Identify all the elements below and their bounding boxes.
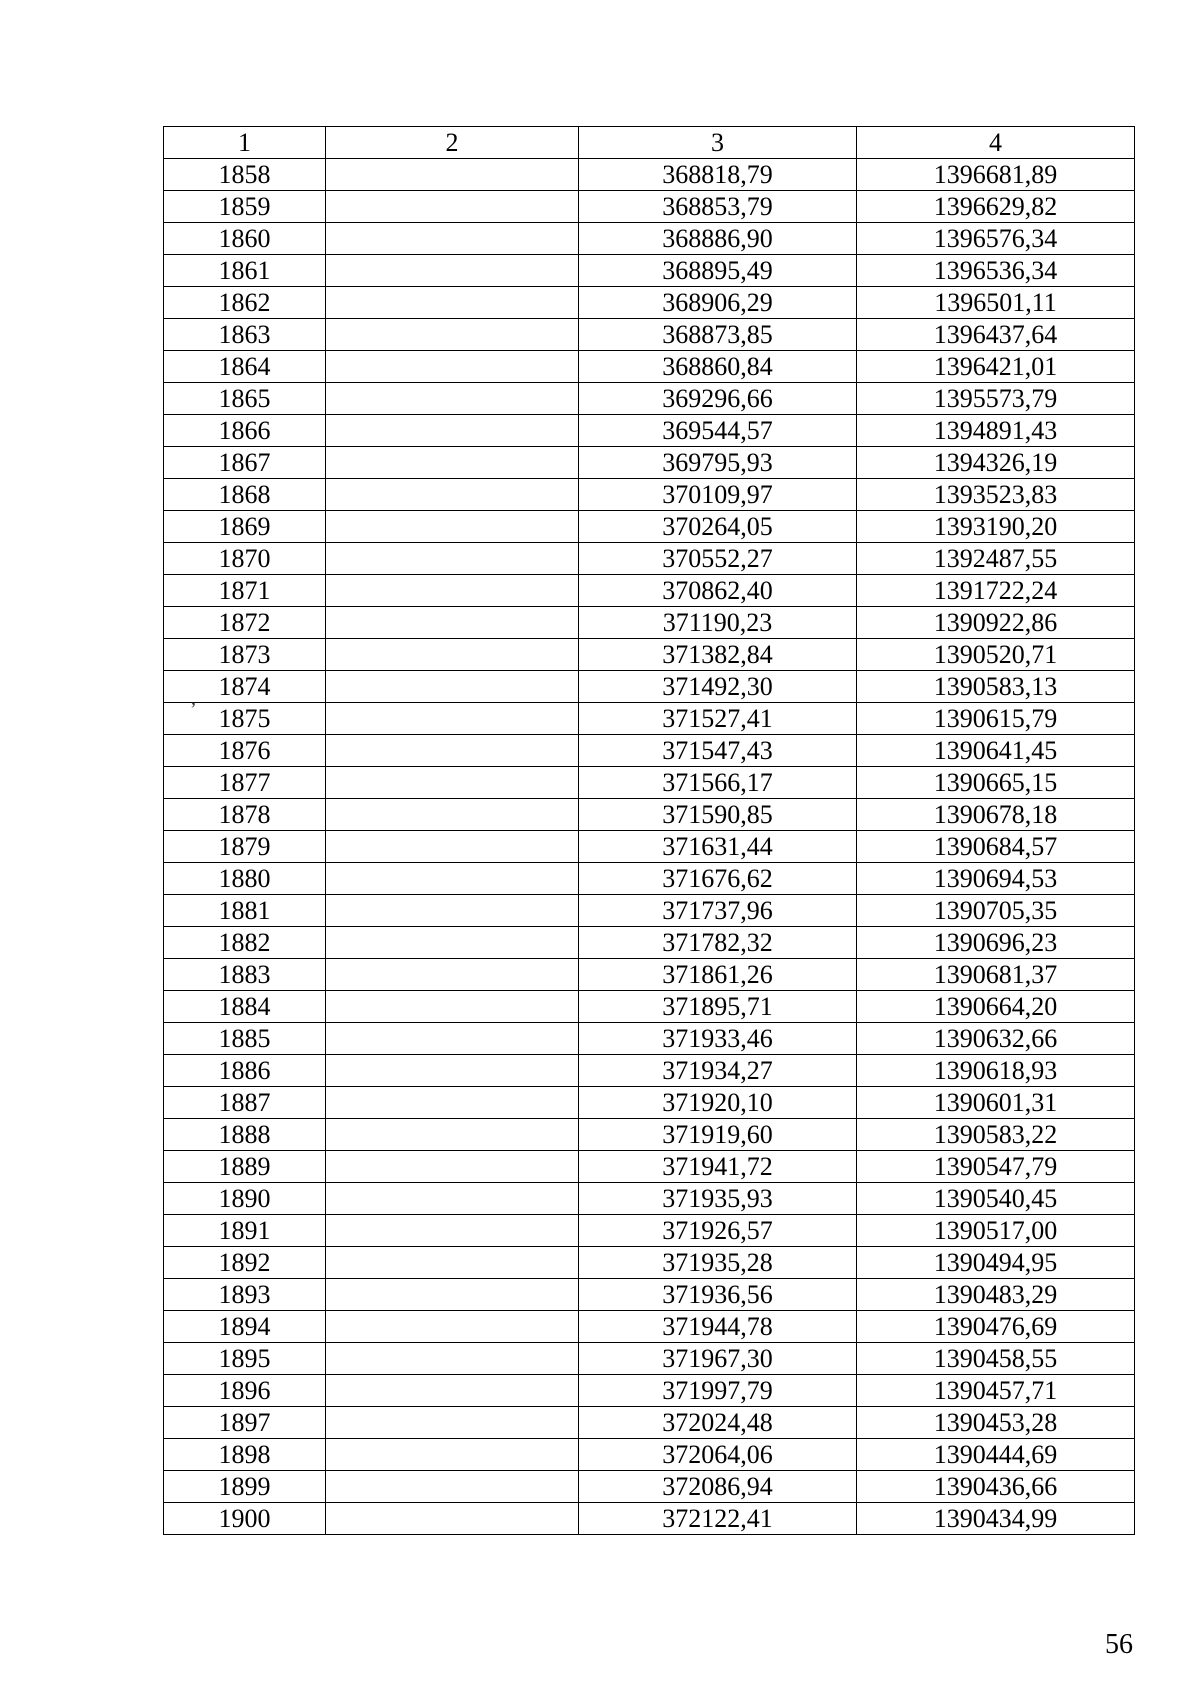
header-cell-col3: 3: [579, 127, 857, 159]
table-cell-col4: 1390547,79: [857, 1151, 1135, 1183]
page-number: 56: [1105, 1629, 1133, 1660]
table-cell-col1: 1891: [164, 1215, 326, 1247]
table-cell-col1: 1878: [164, 799, 326, 831]
table-row: [164, 287, 1135, 319]
table-row: [164, 223, 1135, 255]
table-cell-col3: 371919,60: [579, 1119, 857, 1151]
coordinates-table: [163, 126, 1135, 1535]
table-cell-col1: 1875: [164, 703, 326, 735]
table-cell-col2: [326, 831, 579, 863]
table-cell-col3: 370552,27: [579, 543, 857, 575]
stray-pen-mark: ʼ: [190, 699, 197, 721]
table-cell-col2: [326, 191, 579, 223]
table-cell-col1: 1900: [164, 1503, 326, 1535]
table-cell-col1: 1892: [164, 1247, 326, 1279]
table-cell-col3: 371941,72: [579, 1151, 857, 1183]
table-cell-col4: 1390615,79: [857, 703, 1135, 735]
table-cell-col2: [326, 1343, 579, 1375]
table-row: [164, 383, 1135, 415]
table-cell-col4: 1390583,22: [857, 1119, 1135, 1151]
table-cell-col3: 371920,10: [579, 1087, 857, 1119]
table-cell-col4: 1390681,37: [857, 959, 1135, 991]
table-cell-col1: 1877: [164, 767, 326, 799]
table-cell-col4: 1390922,86: [857, 607, 1135, 639]
table-cell-col2: [326, 223, 579, 255]
table-cell-col1: 1887: [164, 1087, 326, 1119]
table-cell-col4: 1390436,66: [857, 1471, 1135, 1503]
table-cell-col1: 1897: [164, 1407, 326, 1439]
table-cell-col2: [326, 1023, 579, 1055]
table-cell-col2: [326, 1119, 579, 1151]
table-cell-col2: [326, 351, 579, 383]
table-body: [164, 159, 1135, 1535]
table-cell-col2: [326, 511, 579, 543]
header-cell-col4: 4: [857, 127, 1135, 159]
table-cell-col1: 1860: [164, 223, 326, 255]
table-cell-col2: [326, 991, 579, 1023]
table-row: [164, 1375, 1135, 1407]
table-row: [164, 191, 1135, 223]
table-cell-col1: 1859: [164, 191, 326, 223]
table-cell-col2: [326, 703, 579, 735]
table-cell-col2: [326, 543, 579, 575]
table-cell-col3: 371782,32: [579, 927, 857, 959]
table-cell-col4: 1393523,83: [857, 479, 1135, 511]
table-cell-col3: 372024,48: [579, 1407, 857, 1439]
table-cell-col1: 1880: [164, 863, 326, 895]
table-cell-col3: 368886,90: [579, 223, 857, 255]
table-cell-col4: 1394891,43: [857, 415, 1135, 447]
table-row: [164, 447, 1135, 479]
table-row: [164, 1215, 1135, 1247]
table-cell-col3: 371934,27: [579, 1055, 857, 1087]
table-cell-col1: 1896: [164, 1375, 326, 1407]
table-row: [164, 863, 1135, 895]
table-header: [164, 127, 1135, 159]
table-cell-col1: 1864: [164, 351, 326, 383]
table-cell-col1: 1870: [164, 543, 326, 575]
table-cell-col4: 1390665,15: [857, 767, 1135, 799]
table-row: [164, 991, 1135, 1023]
table-cell-col4: 1390678,18: [857, 799, 1135, 831]
table-cell-col2: [326, 319, 579, 351]
table-row: [164, 1407, 1135, 1439]
table-cell-col3: 368895,49: [579, 255, 857, 287]
table-cell-col4: 1390517,00: [857, 1215, 1135, 1247]
table-row: [164, 959, 1135, 991]
table-row: [164, 1247, 1135, 1279]
table-cell-col1: 1866: [164, 415, 326, 447]
table-cell-col4: 1391722,24: [857, 575, 1135, 607]
table-cell-col4: 1390705,35: [857, 895, 1135, 927]
table-cell-col1: 1894: [164, 1311, 326, 1343]
table-cell-col3: 369795,93: [579, 447, 857, 479]
table-cell-col1: 1874: [164, 671, 326, 703]
table-cell-col4: 1396421,01: [857, 351, 1135, 383]
table-row: [164, 319, 1135, 351]
table-cell-col4: 1390434,99: [857, 1503, 1135, 1535]
header-cell-col2: 2: [326, 127, 579, 159]
table-cell-col4: 1390696,23: [857, 927, 1135, 959]
table-cell-col4: 1390664,20: [857, 991, 1135, 1023]
table-cell-col1: 1885: [164, 1023, 326, 1055]
table-cell-col4: 1390583,13: [857, 671, 1135, 703]
table-cell-col3: 371895,71: [579, 991, 857, 1023]
table-cell-col3: 369296,66: [579, 383, 857, 415]
table-cell-col4: 1390494,95: [857, 1247, 1135, 1279]
table-cell-col2: [326, 1247, 579, 1279]
table-row: [164, 831, 1135, 863]
table-cell-col1: 1889: [164, 1151, 326, 1183]
table-cell-col4: 1393190,20: [857, 511, 1135, 543]
table-row: [164, 895, 1135, 927]
table-cell-col2: [326, 1151, 579, 1183]
table-cell-col2: [326, 159, 579, 191]
table-cell-col2: [326, 415, 579, 447]
table-row: [164, 703, 1135, 735]
table-cell-col3: 371967,30: [579, 1343, 857, 1375]
table-row: [164, 543, 1135, 575]
table-row: [164, 1311, 1135, 1343]
table-row: [164, 159, 1135, 191]
table-cell-col2: [326, 1183, 579, 1215]
table-cell-col2: [326, 767, 579, 799]
table-cell-col4: 1390457,71: [857, 1375, 1135, 1407]
table-cell-col3: 371935,28: [579, 1247, 857, 1279]
table-cell-col4: 1390458,55: [857, 1343, 1135, 1375]
table-cell-col3: 371190,23: [579, 607, 857, 639]
table-cell-col1: 1873: [164, 639, 326, 671]
table-row: [164, 255, 1135, 287]
table-row: [164, 639, 1135, 671]
table-cell-col4: 1390453,28: [857, 1407, 1135, 1439]
table-cell-col3: 371382,84: [579, 639, 857, 671]
table-cell-col4: 1390520,71: [857, 639, 1135, 671]
table-row: [164, 1023, 1135, 1055]
table-row: [164, 1087, 1135, 1119]
table-cell-col3: 371492,30: [579, 671, 857, 703]
table-cell-col3: 371926,57: [579, 1215, 857, 1247]
table-cell-col4: 1390618,93: [857, 1055, 1135, 1087]
header-cell-col1: 1: [164, 127, 326, 159]
table-row: [164, 1279, 1135, 1311]
table-cell-col4: 1392487,55: [857, 543, 1135, 575]
table-cell-col1: 1888: [164, 1119, 326, 1151]
table-cell-col2: [326, 479, 579, 511]
table-cell-col3: 371676,62: [579, 863, 857, 895]
table-cell-col2: [326, 959, 579, 991]
table-cell-col2: [326, 447, 579, 479]
table-cell-col3: 371527,41: [579, 703, 857, 735]
table-cell-col3: 368873,85: [579, 319, 857, 351]
table-cell-col1: 1858: [164, 159, 326, 191]
table-row: [164, 1119, 1135, 1151]
table-cell-col1: 1890: [164, 1183, 326, 1215]
table-cell-col1: 1868: [164, 479, 326, 511]
table-row: [164, 511, 1135, 543]
table-cell-col3: 368906,29: [579, 287, 857, 319]
table-cell-col1: 1863: [164, 319, 326, 351]
table-cell-col3: 371566,17: [579, 767, 857, 799]
table-cell-col2: [326, 863, 579, 895]
table-cell-col2: [326, 671, 579, 703]
table-cell-col3: 369544,57: [579, 415, 857, 447]
table-cell-col3: 372064,06: [579, 1439, 857, 1471]
table-cell-col4: 1396437,64: [857, 319, 1135, 351]
table-row: [164, 1151, 1135, 1183]
table-cell-col3: 371935,93: [579, 1183, 857, 1215]
table-row: [164, 799, 1135, 831]
table-cell-col3: 371861,26: [579, 959, 857, 991]
table-cell-col2: [326, 799, 579, 831]
table-cell-col4: 1396681,89: [857, 159, 1135, 191]
table-row: [164, 1055, 1135, 1087]
table-cell-col3: 370862,40: [579, 575, 857, 607]
table-row: [164, 735, 1135, 767]
table-row: [164, 607, 1135, 639]
table-cell-col2: [326, 1407, 579, 1439]
table-cell-col4: 1390601,31: [857, 1087, 1135, 1119]
table-cell-col3: 371997,79: [579, 1375, 857, 1407]
table-cell-col2: [326, 1311, 579, 1343]
table-cell-col4: 1390641,45: [857, 735, 1135, 767]
table-cell-col4: 1396501,11: [857, 287, 1135, 319]
table-cell-col1: 1898: [164, 1439, 326, 1471]
table-cell-col3: 370109,97: [579, 479, 857, 511]
table-cell-col4: 1390483,29: [857, 1279, 1135, 1311]
table-cell-col1: 1883: [164, 959, 326, 991]
table-cell-col3: 368853,79: [579, 191, 857, 223]
table-cell-col3: 371737,96: [579, 895, 857, 927]
table-row: [164, 927, 1135, 959]
table-cell-col3: 371936,56: [579, 1279, 857, 1311]
table-cell-col4: 1390632,66: [857, 1023, 1135, 1055]
table-cell-col3: 371944,78: [579, 1311, 857, 1343]
table-cell-col2: [326, 1375, 579, 1407]
table-cell-col1: 1861: [164, 255, 326, 287]
table-cell-col4: 1390684,57: [857, 831, 1135, 863]
table-cell-col1: 1881: [164, 895, 326, 927]
table-cell-col3: 368818,79: [579, 159, 857, 191]
table-cell-col4: 1390694,53: [857, 863, 1135, 895]
table-cell-col2: [326, 1471, 579, 1503]
table-cell-col3: 371590,85: [579, 799, 857, 831]
table-row: [164, 351, 1135, 383]
table-cell-col3: 371631,44: [579, 831, 857, 863]
table-cell-col1: 1876: [164, 735, 326, 767]
table-cell-col3: 370264,05: [579, 511, 857, 543]
table-cell-col4: 1396576,34: [857, 223, 1135, 255]
table-cell-col3: 368860,84: [579, 351, 857, 383]
table-row: [164, 1439, 1135, 1471]
table-cell-col1: 1899: [164, 1471, 326, 1503]
table-cell-col4: 1390540,45: [857, 1183, 1135, 1215]
table-cell-col4: 1396536,34: [857, 255, 1135, 287]
table-cell-col2: [326, 1055, 579, 1087]
table-cell-col1: 1884: [164, 991, 326, 1023]
table-cell-col1: 1882: [164, 927, 326, 959]
table-cell-col2: [326, 1215, 579, 1247]
table-cell-col3: 372122,41: [579, 1503, 857, 1535]
table-cell-col4: 1396629,82: [857, 191, 1135, 223]
table-row: [164, 1471, 1135, 1503]
table-cell-col1: 1869: [164, 511, 326, 543]
table-cell-col2: [326, 735, 579, 767]
table-cell-col2: [326, 1087, 579, 1119]
table-cell-col2: [326, 1439, 579, 1471]
table-cell-col3: 371547,43: [579, 735, 857, 767]
table-row: [164, 671, 1135, 703]
table-row: [164, 575, 1135, 607]
table-row: [164, 1503, 1135, 1535]
table-cell-col4: 1390476,69: [857, 1311, 1135, 1343]
table-cell-col1: 1886: [164, 1055, 326, 1087]
table-row: [164, 479, 1135, 511]
table-row: [164, 415, 1135, 447]
table-cell-col2: [326, 575, 579, 607]
header-row: [164, 127, 1135, 159]
table-cell-col2: [326, 1279, 579, 1311]
table-cell-col4: 1390444,69: [857, 1439, 1135, 1471]
table-cell-col2: [326, 639, 579, 671]
table-cell-col1: 1879: [164, 831, 326, 863]
table-cell-col4: 1395573,79: [857, 383, 1135, 415]
table-cell-col1: 1871: [164, 575, 326, 607]
table-cell-col1: 1865: [164, 383, 326, 415]
table-cell-col1: 1872: [164, 607, 326, 639]
table-cell-col1: 1893: [164, 1279, 326, 1311]
table-cell-col1: 1867: [164, 447, 326, 479]
table-cell-col2: [326, 895, 579, 927]
table-row: [164, 1183, 1135, 1215]
table-cell-col2: [326, 287, 579, 319]
table-row: [164, 1343, 1135, 1375]
table-row: [164, 767, 1135, 799]
table-cell-col2: [326, 927, 579, 959]
table-cell-col2: [326, 607, 579, 639]
table-cell-col2: [326, 1503, 579, 1535]
table-cell-col1: 1895: [164, 1343, 326, 1375]
table-cell-col2: [326, 255, 579, 287]
table-cell-col4: 1394326,19: [857, 447, 1135, 479]
table-cell-col2: [326, 383, 579, 415]
table-cell-col1: 1862: [164, 287, 326, 319]
table-cell-col3: 372086,94: [579, 1471, 857, 1503]
table-cell-col3: 371933,46: [579, 1023, 857, 1055]
